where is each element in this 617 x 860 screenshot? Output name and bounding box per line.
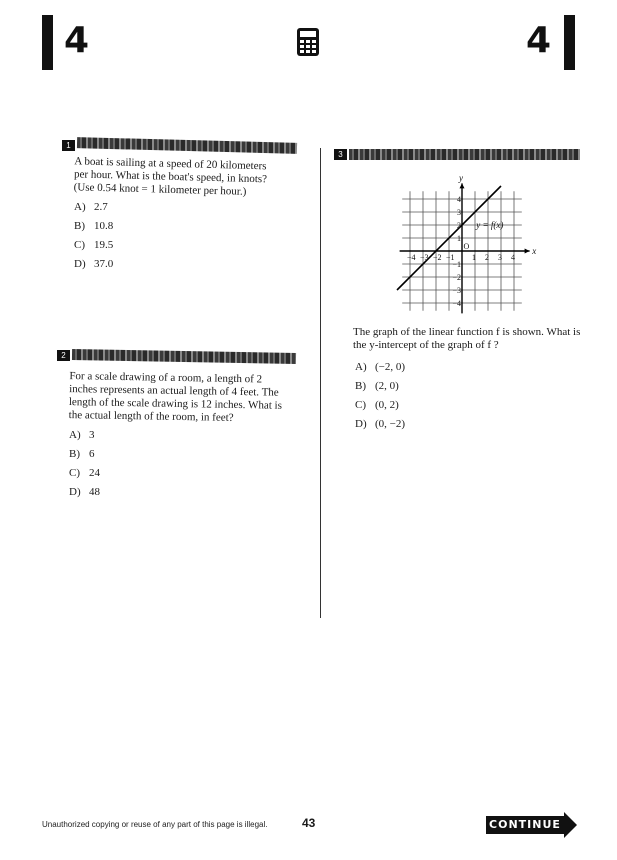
question-header-bar [349,149,580,160]
calculator-icon [296,27,320,57]
question-header-bar [72,349,296,364]
y-tick-label: 4 [457,195,461,204]
continue-arrow-icon [564,812,577,838]
answer-choice[interactable]: D) 37.0 [74,258,114,270]
answer-choice[interactable]: D) (0, −2) [355,418,406,430]
answer-choice[interactable]: C) 19.5 [74,239,114,251]
answer-choice[interactable]: C) (0, 2) [355,399,399,411]
graph-svg [392,168,542,318]
answer-choice[interactable]: A) (−2, 0) [355,361,406,373]
question-text: The graph of the linear function f is shown. What is the y-intercept of the graph of f ? [353,326,581,351]
question-header-bar [77,137,297,154]
x-axis-arrow-icon [525,249,530,254]
question-number: 1 [62,140,75,151]
answer-choice[interactable]: B) 6 [69,448,95,460]
answer-choice[interactable]: A) 3 [69,429,95,441]
function-label: y = f(x) [476,220,504,230]
x-tick-label: −1 [446,253,455,262]
x-tick-label: −2 [433,253,442,262]
y-tick-label: −1 [452,260,461,269]
line-graph [392,168,542,318]
x-tick-label: 1 [472,253,476,262]
answer-choice[interactable]: B) (2, 0) [355,380,399,392]
y-tick-label: 3 [457,208,461,217]
answer-choices [74,198,113,274]
answer-choices [69,426,100,502]
y-axis-label: y [459,172,463,183]
page-number: 43 [302,816,316,830]
x-tick-label: 4 [511,253,515,262]
y-tick-label: 2 [457,221,461,230]
x-tick-label: −4 [407,253,416,262]
copyright-notice: Unauthorized copying or reuse of any part of this page is illegal. [42,820,268,829]
origin-label: O [463,242,470,251]
x-tick-label: 2 [485,253,489,262]
continue-button[interactable]: CONTINUE [486,816,564,834]
y-tick-label: −2 [452,273,461,282]
answer-choice[interactable]: D) 48 [69,486,100,498]
y-axis-arrow-icon [460,183,465,188]
section-bar-right [564,15,575,70]
section-number-right: 4 [526,20,552,61]
answer-choice[interactable]: A) 2.7 [74,201,108,213]
x-axis-label: x [532,246,537,256]
section-number-left: 4 [64,20,90,61]
answer-choice[interactable]: B) 10.8 [74,220,114,232]
question-number: 2 [57,350,70,361]
question-number: 3 [334,149,347,160]
answer-choice[interactable]: C) 24 [69,467,100,479]
section-bar-left [42,15,53,70]
y-tick-label: 1 [457,234,461,243]
question-text: A boat is sailing at a speed of 20 kilometers per hour. What is the boat's speed, in knots? (Use 0.54 knot = 1 kilometer per hour.) [73,155,268,198]
question-text: For a scale drawing of a room, a length of 2 inches represents an actual length of 4 feet. The length of the scale drawing is 12 inches. What is the actual length of the room, in feet? [68,370,283,424]
x-tick-label: 3 [498,253,502,262]
x-tick-label: −3 [420,253,429,262]
y-tick-label: −3 [452,286,461,295]
y-tick-label: −4 [452,299,461,308]
answer-choices [355,358,405,434]
column-divider [320,148,321,618]
